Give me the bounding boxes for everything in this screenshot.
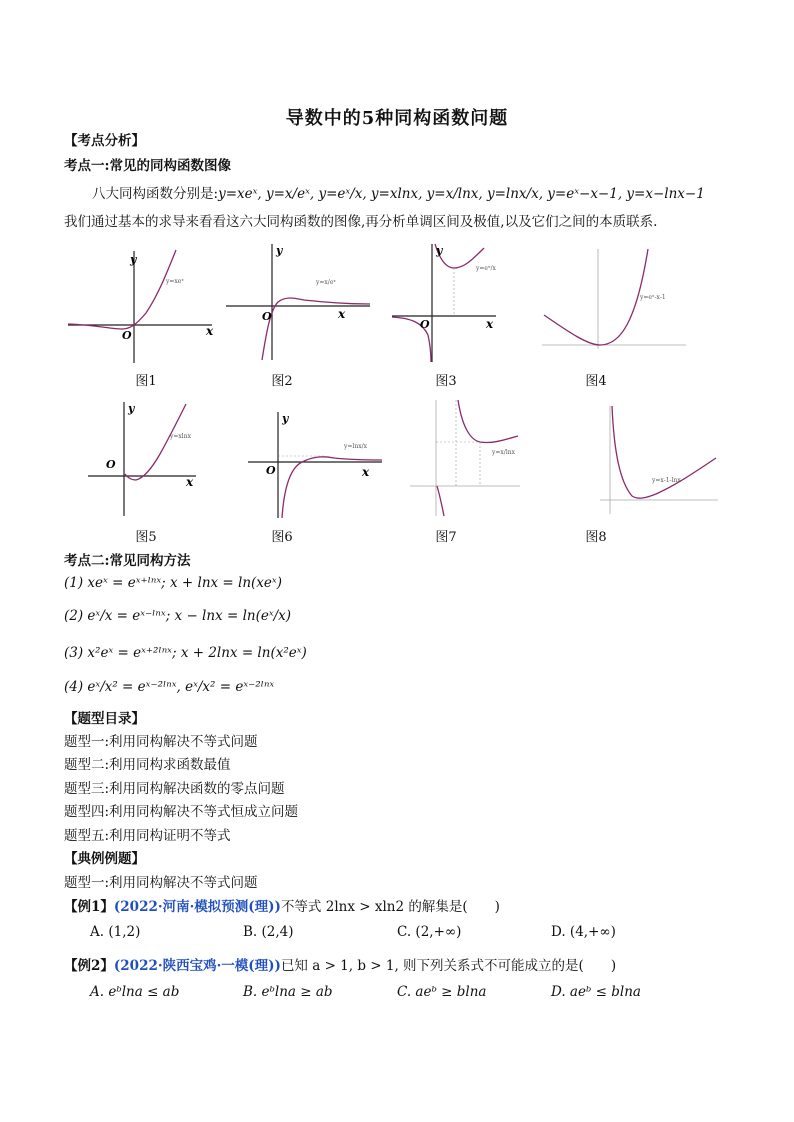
caption-2: 图2: [271, 374, 293, 389]
graph-2-label: y=x/eˣ: [316, 279, 336, 286]
graph-6-label: y=lnx/x: [344, 443, 367, 450]
graph-2: [224, 240, 374, 365]
example-2-tag: 【例2】: [64, 958, 114, 974]
method-2: (2) eˣ/x = eˣ⁻ˡⁿˣ; x − lnx = ln(eˣ/x): [64, 608, 292, 624]
method-1: (1) xeˣ = eˣ⁺ˡⁿˣ; x + lnx = ln(xeˣ): [64, 575, 282, 591]
type-1: 题型一:利用同构解决不等式问题: [64, 734, 258, 750]
example-1-question: 不等式 2lnx > xln2 的解集是( ): [280, 899, 500, 915]
graph-4-label: y=eˣ-x-1: [640, 294, 666, 301]
graph-5: [86, 398, 201, 518]
example-1-option-d: D. (4,+∞): [551, 924, 616, 940]
y-axis-label: y: [282, 412, 289, 425]
type-4: 题型四:利用同构解决不等式恒成立问题: [64, 804, 299, 820]
type1-heading: 题型一:利用同构解决不等式问题: [64, 875, 258, 891]
example-1: [64, 897, 500, 917]
y-axis-label: y: [436, 244, 443, 257]
catalog-heading: 【题型目录】: [64, 711, 145, 727]
caption-1: 图1: [135, 374, 157, 389]
caption-4: 图4: [585, 374, 607, 389]
example-1-option-a: A. (1,2): [90, 924, 141, 940]
caption-7: 图7: [435, 530, 457, 545]
graph-4: [540, 245, 690, 355]
example-2-option-d: D. aeᵇ ≤ blna: [551, 984, 641, 1000]
origin-label: O: [266, 464, 276, 477]
y-axis-label: y: [276, 244, 283, 257]
method-4: (4) eˣ/x² = eˣ⁻²ˡⁿˣ, eˣ/x² = eˣ⁻²ˡⁿˣ: [64, 679, 275, 695]
point1-heading: 考点一:常见的同构函数图像: [64, 158, 231, 174]
caption-6: 图6: [271, 530, 293, 545]
example-1-option-c: C. (2,+∞): [397, 924, 462, 940]
graph-8: [598, 402, 720, 517]
caption-5: 图5: [135, 530, 157, 545]
type-5: 题型五:利用同构证明不等式: [64, 828, 231, 844]
example-2-source: (2022·陕西宝鸡·一模(理)): [113, 958, 281, 974]
y-axis-label: y: [128, 402, 135, 415]
x-axis-label: x: [206, 324, 214, 338]
analysis-heading: 【考点分析】: [64, 133, 145, 149]
intro-text: 八大同构函数分别是:: [92, 186, 219, 202]
x-axis-label: x: [486, 317, 494, 331]
caption-3: 图3: [435, 374, 457, 389]
example-2-option-c: C. aeᵇ ≥ blna: [397, 984, 487, 1000]
intro-line: [92, 184, 705, 204]
intro-formula: y=xeˣ, y=x/eˣ, y=eˣ/x, y=xlnx, y=x/lnx, y=lnx/x, y=eˣ−x−1, y=x−lnx−1: [218, 186, 705, 202]
graph-6: [246, 408, 386, 520]
type-3: 题型三:利用同构解决函数的零点问题: [64, 781, 285, 797]
graph-1: [66, 245, 216, 365]
origin-label: O: [262, 310, 272, 323]
graph-5-label: y=xlnx: [170, 433, 191, 440]
graph-3-label: y=eˣ/x: [476, 265, 496, 272]
x-axis-label: x: [186, 475, 194, 489]
example-2-option-b: B. eᵇlna ≥ ab: [243, 984, 333, 1000]
example-1-option-b: B. (2,4): [243, 924, 294, 940]
example-2-question: 已知 a > 1, b > 1, 则下列关系式不可能成立的是( ): [280, 958, 617, 974]
origin-label: O: [106, 458, 116, 471]
examples-heading: 【典例例题】: [64, 851, 145, 867]
y-axis-label: y: [130, 253, 137, 266]
example-1-tag: 【例1】: [64, 899, 114, 915]
point2-heading: 考点二:常见同构方法: [64, 553, 191, 569]
method-3: (3) x²eˣ = eˣ⁺²ˡⁿˣ; x + 2lnx = ln(x²eˣ): [64, 645, 307, 661]
graph-3: [390, 240, 500, 365]
example-1-source: (2022·河南·模拟预测(理)): [113, 899, 281, 915]
type-2: 题型二:利用同构求函数最值: [64, 757, 231, 773]
origin-label: O: [122, 329, 132, 342]
page-title: 导数中的5种同构函数问题: [285, 108, 509, 129]
graph-1-label: y=xeˣ: [166, 278, 184, 285]
x-axis-label: x: [338, 307, 346, 321]
graph-8-label: y=x-1-lnx: [652, 477, 681, 484]
x-axis-label: x: [362, 465, 370, 479]
origin-label: O: [420, 318, 430, 331]
graph-7-label: y=x/lnx: [492, 449, 515, 456]
example-2: [64, 956, 616, 976]
caption-8: 图8: [585, 530, 607, 545]
example-2-option-a: A. eᵇlna ≤ ab: [90, 984, 180, 1000]
graph-7: [408, 396, 523, 518]
intro-text2: 我们通过基本的求导来看看这六大同构函数的图像,再分析单调区间及极值,以及它们之间的本质联系.: [64, 214, 658, 230]
